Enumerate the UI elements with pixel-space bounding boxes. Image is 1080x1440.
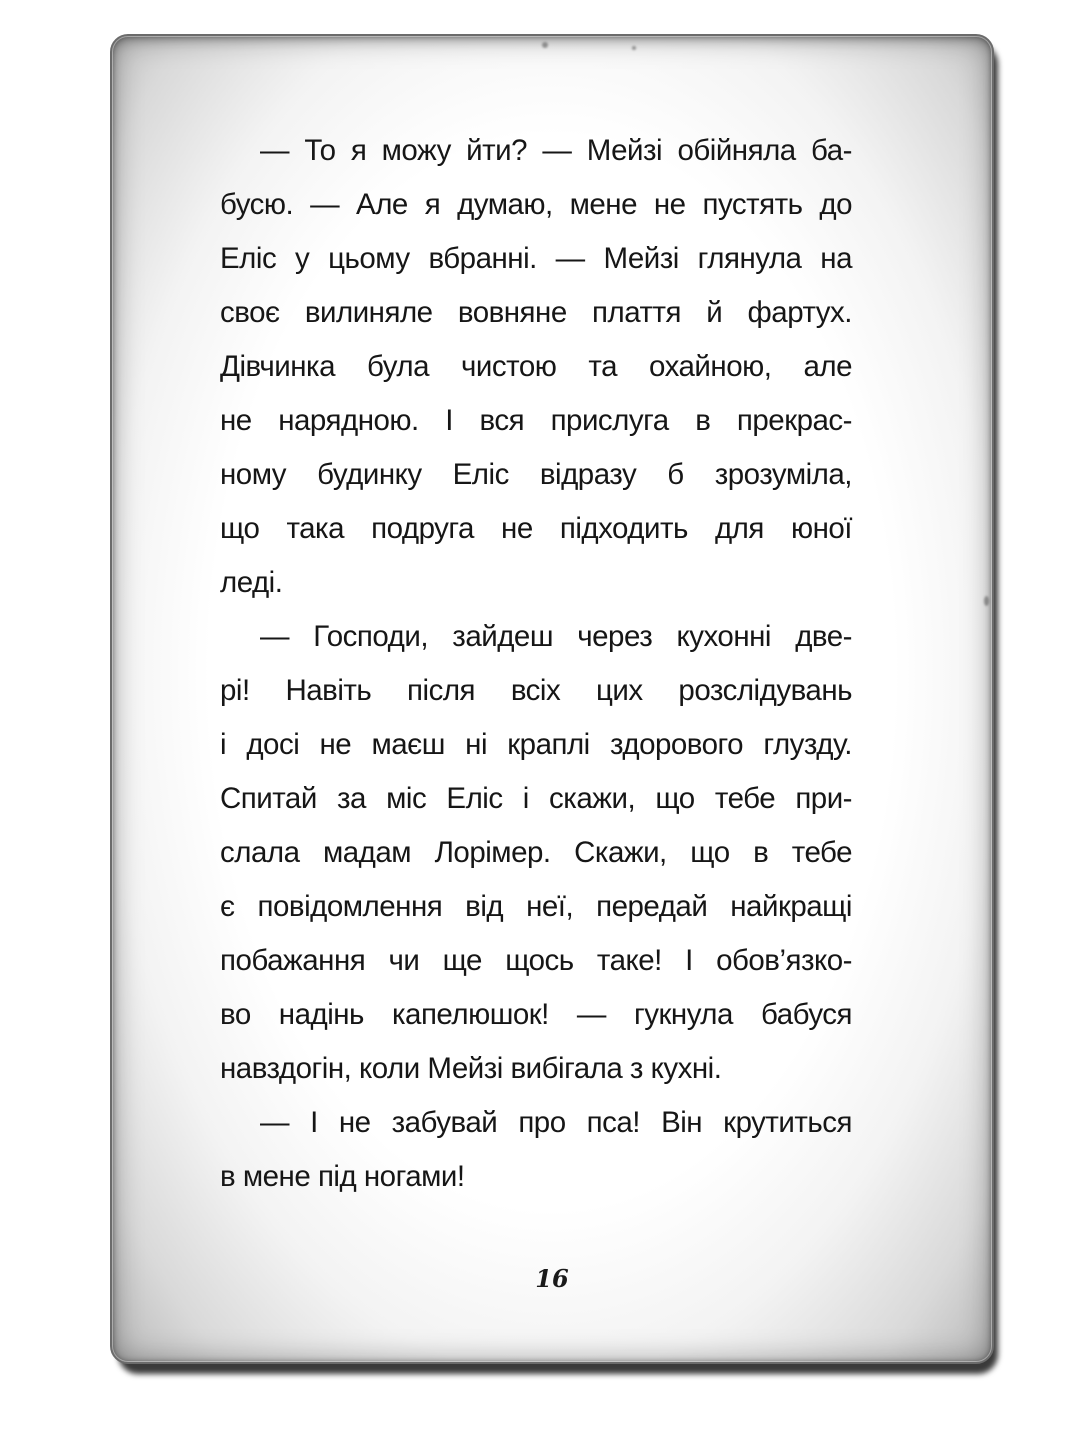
- text-line: во надінь капелюшок! — гукнула бабуся: [220, 998, 852, 1031]
- text-line: і досі не маєш ні краплі здорового глузду.: [220, 728, 852, 761]
- text-line: Спитай за міс Еліс і скажи, що тебе при-: [220, 782, 852, 815]
- text-line: що така подруга не підходить для юної: [220, 512, 852, 545]
- text-line: не нарядною. І вся прислуга в прекрас-: [220, 404, 852, 437]
- text-line: — Господи, зайдеш через кухонні две-: [260, 620, 852, 653]
- text-line: Еліс у цьому вбранні. — Мейзі глянула на: [220, 242, 852, 275]
- text-line: слала мадам Лорімер. Скажи, що в тебе: [220, 836, 852, 869]
- paper-speck: [632, 46, 636, 50]
- book-page: [110, 34, 994, 1364]
- text-line: ному будинку Еліс відразу б зрозуміла,: [220, 458, 852, 491]
- text-line: рі! Навіть після всіх цих розслідувань: [220, 674, 852, 707]
- text-line: Дівчинка була чистою та охайною, але: [220, 350, 852, 383]
- text-line: — То я можу йти? — Мейзі обійняла ба-: [260, 134, 852, 167]
- text-line: побажання чи ще щось таке! І обов’язко-: [220, 944, 852, 977]
- paper-speck: [542, 42, 548, 48]
- body-text: [220, 124, 852, 1204]
- page-number: 16: [535, 1264, 569, 1293]
- text-line: своє вилиняле вовняне плаття й фартух.: [220, 296, 852, 329]
- paragraph-3: [220, 1096, 852, 1204]
- text-line: — І не забувай про пса! Він крутиться: [260, 1106, 852, 1139]
- text-line: є повідомлення від неї, передай найкращі: [220, 890, 852, 923]
- paragraph-2: [220, 610, 852, 1096]
- text-line: леді.: [220, 566, 283, 599]
- text-line: в мене під ногами!: [220, 1160, 465, 1193]
- paper-speck: [984, 596, 989, 606]
- paragraph-1: [220, 124, 852, 610]
- text-line: бусю. — Але я думаю, мене не пустять до: [220, 188, 852, 221]
- text-line: навздогін, коли Мейзі вибігала з кухні.: [220, 1052, 722, 1085]
